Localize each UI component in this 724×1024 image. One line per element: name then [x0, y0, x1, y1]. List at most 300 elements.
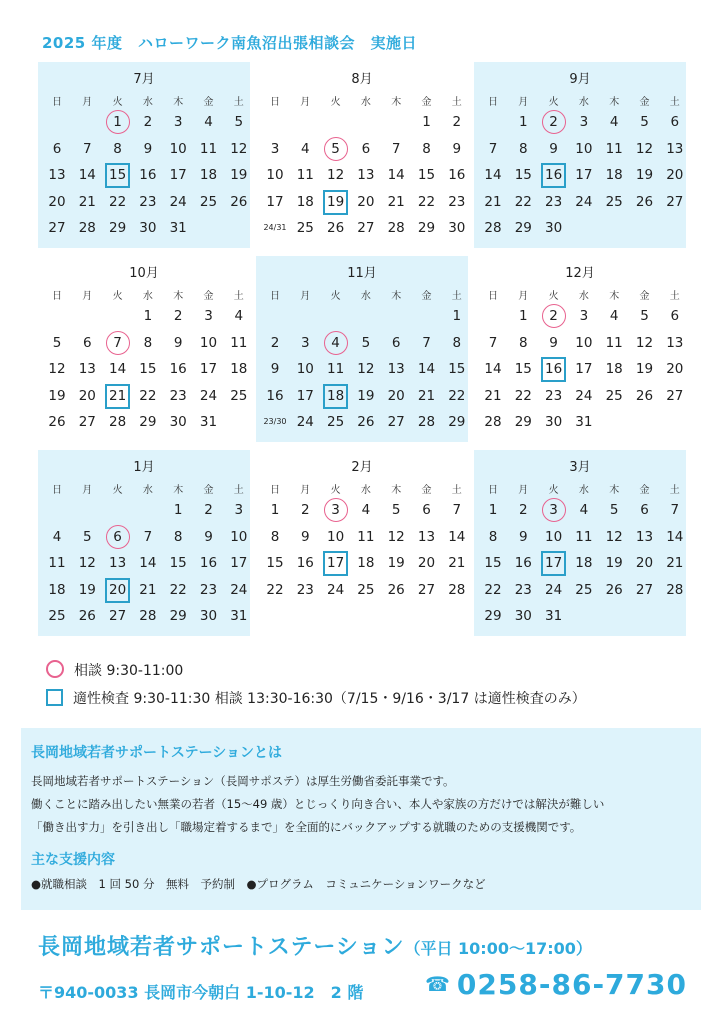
calendar-day: 14	[666, 528, 684, 545]
calendar-day: 9	[204, 528, 213, 545]
calendar-day: 21	[103, 383, 133, 409]
weekday-label: 木	[609, 97, 620, 108]
calendar-day: 7	[103, 330, 133, 356]
calendar-day: 22	[417, 193, 436, 210]
weekday-label: 木	[609, 485, 620, 496]
calendar-day: 23	[169, 387, 187, 404]
calendar-day: 30	[545, 220, 563, 236]
calendar-day: 7	[452, 502, 462, 518]
calendar-day: 30	[139, 220, 157, 236]
calendar-day: 3	[270, 140, 280, 157]
calendar-day: 25	[357, 581, 375, 598]
calendar-day: 2	[519, 502, 528, 518]
calendar-day: 28	[484, 414, 502, 430]
calendar-day: 28	[666, 581, 684, 598]
calendar-day: 9	[549, 334, 558, 351]
calendar-day: 27	[109, 608, 127, 624]
weekday-label: 日	[488, 291, 498, 302]
calendar-day: 7	[488, 334, 498, 351]
calendar-day: 21	[139, 581, 157, 598]
calendar-day: 26	[78, 608, 96, 624]
calendar-day: 12	[635, 334, 654, 351]
calendar-day: 9	[270, 361, 280, 377]
calendar-day: 9	[173, 334, 183, 351]
calendar-day: 29	[484, 608, 502, 624]
calendar-day: 30	[199, 608, 218, 624]
weekday-label: 月	[518, 97, 529, 108]
calendar-day: 13	[666, 334, 684, 351]
calendar-day: 6	[640, 502, 649, 518]
calendar-day: 4	[204, 114, 213, 130]
calendar-day: 24	[230, 581, 248, 598]
calendar-day: 27	[417, 581, 436, 598]
calendar-day: 5	[609, 502, 619, 518]
calendar-day: 19	[387, 555, 405, 571]
calendar-day: 5	[234, 114, 244, 130]
calendar-day: 13	[357, 167, 375, 183]
calendar-day: 11	[605, 334, 623, 351]
calendar-day: 29	[448, 414, 466, 430]
calendar-day: 17	[539, 550, 569, 576]
calendar-day: 16	[514, 555, 532, 571]
calendar-day: 2	[452, 114, 462, 130]
weekday-label: 水	[578, 291, 589, 302]
calendar-day: 20	[417, 555, 436, 571]
calendar-day: 14	[139, 555, 157, 571]
org-name-text: 長岡地域若者サポートステーション	[38, 935, 405, 960]
calendar-day: 26	[387, 581, 405, 598]
calendar-day: 5	[640, 308, 649, 324]
calendar-day: 16	[296, 555, 314, 571]
calendar-day: 4	[361, 502, 371, 518]
calendar-day: 20	[48, 193, 66, 210]
calendar-day: 13	[635, 528, 654, 545]
weekday-label: 日	[270, 485, 280, 496]
calendar-day: 21	[666, 555, 684, 571]
calendar-day: 8	[488, 528, 498, 545]
weekday-label: 月	[300, 291, 311, 302]
calendar-day: 12	[230, 140, 248, 157]
calendar-day: 13	[387, 361, 405, 377]
calendar-day: 10	[575, 140, 593, 157]
calendar-day: 3	[173, 114, 183, 130]
calendar-day: 25	[230, 387, 248, 404]
calendar-day: 6	[361, 140, 371, 157]
calendar-day: 6	[52, 140, 62, 157]
calendar-day: 10	[266, 167, 284, 183]
calendar-day: 20	[387, 387, 405, 404]
calendar-day: 13	[666, 140, 684, 157]
calendar-day: 19	[635, 361, 654, 377]
weekday-label: 火	[330, 291, 341, 302]
calendar-day: 26	[635, 387, 654, 404]
calendar-day: 8	[519, 140, 528, 157]
calendar-day: 2	[301, 502, 310, 518]
month-calendar	[474, 450, 686, 636]
calendar-day: 27	[78, 414, 96, 430]
calendar-day: 5	[321, 136, 351, 162]
calendar-day: 19	[605, 555, 623, 571]
calendar-day: 30	[514, 608, 532, 624]
calendar-day: 31	[575, 414, 593, 430]
calendar-day: 4	[301, 140, 310, 157]
weekday-label: 金	[203, 485, 214, 496]
calendar-day: 6	[83, 334, 92, 351]
calendar-day: 23	[139, 193, 157, 210]
calendar-day: 1	[488, 502, 498, 518]
calendar-day: 16	[539, 356, 569, 382]
calendar-day: 8	[452, 334, 462, 351]
weekday-label: 金	[639, 97, 650, 108]
calendar-day: 23	[296, 581, 314, 598]
calendar-day: 15	[266, 555, 284, 571]
weekday-label: 土	[233, 291, 244, 302]
weekday-label: 金	[639, 291, 650, 302]
weekday-label: 土	[233, 97, 244, 108]
calendar-day: 25	[327, 414, 345, 430]
calendar-day: 23	[545, 193, 563, 210]
calendar-day: 19	[230, 167, 248, 183]
month-calendar	[38, 450, 250, 636]
calendar-day: 8	[519, 334, 528, 351]
calendar-day: 3	[321, 497, 351, 523]
calendar-day: 7	[83, 140, 92, 157]
calendar-day: 5	[391, 502, 401, 518]
calendar-day: 4	[609, 114, 619, 130]
calendar-day: 21	[484, 387, 502, 404]
weekday-label: 土	[451, 485, 462, 496]
calendar-day: 31	[199, 414, 218, 430]
calendar-day: 15	[448, 361, 466, 377]
calendar-day: 21	[448, 555, 466, 571]
weekday-label: 日	[270, 97, 280, 108]
weekday-label: 火	[112, 485, 123, 496]
calendar-day: 11	[296, 167, 314, 183]
info-panel	[21, 728, 701, 910]
calendar-day: 29	[514, 414, 532, 430]
calendar-day: 8	[173, 528, 183, 545]
calendar-day: 6	[422, 502, 431, 518]
calendar-day: 17	[575, 167, 593, 183]
calendar-day: 28	[387, 220, 405, 236]
calendar-day: 29	[139, 414, 157, 430]
calendar-day: 27	[48, 220, 66, 236]
calendar-day: 16	[448, 167, 466, 183]
calendar-day: 28	[484, 220, 502, 236]
calendar-day: 30	[545, 414, 563, 430]
calendar-day: 18	[48, 581, 66, 598]
calendar-day: 7	[422, 334, 431, 351]
calendar-day: 14	[484, 361, 502, 377]
calendar-day: 14	[109, 361, 127, 377]
weekday-label: 土	[451, 291, 462, 302]
calendar-day: 1	[270, 502, 280, 518]
weekday-label: 月	[300, 97, 311, 108]
support-line: ●就職相談 1 回 50 分 無料 予約制 ●プログラム コミュニケーションワークなど	[31, 877, 486, 891]
calendar-day: 18	[605, 361, 623, 377]
calendar-day: 18	[230, 361, 248, 377]
calendar-day: 7	[391, 140, 401, 157]
weekday-label: 土	[233, 485, 244, 496]
weekday-label: 水	[578, 485, 589, 496]
calendar-day: 1	[519, 114, 528, 130]
calendar-day: 15	[514, 361, 532, 377]
calendar-day: 7	[143, 528, 153, 545]
calendar-day: 15	[484, 555, 502, 571]
month-name: 7月	[133, 72, 155, 87]
calendar-day: 2	[539, 303, 569, 329]
phone-icon: ☎	[425, 972, 451, 996]
calendar-day: 22	[484, 581, 502, 598]
calendar-day: 8	[422, 140, 431, 157]
calendar-day: 29	[169, 608, 187, 624]
circle-marker-icon	[46, 660, 64, 678]
calendar-day: 24	[199, 387, 218, 404]
weekday-label: 火	[330, 97, 341, 108]
month-calendar	[474, 256, 686, 442]
info-heading: 長岡地域若者サポートステーションとは	[31, 745, 283, 761]
calendar-day: 15	[417, 167, 436, 183]
weekday-label: 火	[330, 485, 341, 496]
weekday-label: 金	[203, 291, 214, 302]
calendar-day: 2	[143, 114, 153, 130]
calendar-day: 18	[357, 555, 375, 571]
calendar-day: 29	[417, 220, 436, 236]
calendar-day: 12	[605, 528, 623, 545]
calendar-day: 21	[387, 193, 405, 210]
calendar-day: 20	[103, 577, 133, 603]
calendar-day: 18	[296, 193, 314, 210]
calendar-day: 19	[321, 189, 351, 215]
calendar-day: 20	[357, 193, 375, 210]
calendar-day: 28	[139, 608, 157, 624]
calendar-day: 14	[78, 167, 96, 183]
month-calendar	[38, 256, 250, 442]
calendar-day: 28	[417, 414, 436, 430]
calendar-day: 21	[78, 193, 96, 210]
weekday-label: 月	[82, 97, 93, 108]
calendar-day: 28	[109, 414, 127, 430]
weekday-label: 月	[300, 485, 311, 496]
calendar-day: 29	[109, 220, 127, 236]
calendar-day: 10	[296, 361, 314, 377]
calendar-day: 7	[488, 140, 498, 157]
month-calendar	[256, 450, 468, 636]
calendar-day: 4	[234, 308, 244, 324]
weekday-label: 月	[82, 291, 93, 302]
calendar-day: 10	[545, 528, 563, 545]
calendar-day: 4	[579, 502, 589, 518]
weekday-label: 日	[52, 291, 62, 302]
legend-consultation-text: 相談 9:30-11:00	[74, 663, 184, 679]
calendar-day: 18	[199, 167, 218, 183]
weekday-label: 日	[488, 97, 498, 108]
weekday-label: 金	[421, 485, 432, 496]
weekday-label: 水	[142, 97, 153, 108]
calendar-day: 15	[103, 162, 133, 188]
calendar-day: 24	[575, 193, 593, 210]
calendar-day: 9	[549, 140, 558, 157]
calendar-day: 19	[635, 167, 654, 183]
calendar-day: 4	[321, 330, 351, 356]
calendar-day: 13	[417, 528, 436, 545]
weekday-label: 火	[112, 291, 123, 302]
calendar-day: 9	[143, 140, 153, 157]
weekday-label: 月	[518, 485, 529, 496]
calendar-day: 11	[605, 140, 623, 157]
calendar-day: 19	[48, 387, 66, 404]
calendar-day: 21	[484, 193, 502, 210]
calendar-day: 26	[230, 193, 248, 210]
address: 〒940-0033 長岡市今朝白 1-10-12 2 階	[38, 983, 364, 1002]
org-name	[38, 930, 592, 961]
calendar-day: 17	[230, 555, 248, 571]
weekday-label: 木	[173, 97, 184, 108]
calendar-day: 31	[545, 608, 563, 624]
calendar-day: 10	[575, 334, 593, 351]
support-heading: 主な支援内容	[31, 852, 115, 868]
calendar-day: 25	[296, 220, 314, 236]
calendar-day: 12	[48, 361, 66, 377]
legend-aptitude	[46, 688, 586, 708]
calendar-day: 30	[448, 220, 466, 236]
calendar-day: 11	[575, 528, 593, 545]
calendar-day: 3	[579, 114, 589, 130]
calendar-day: 14	[417, 361, 436, 377]
weekday-label: 木	[173, 291, 184, 302]
weekday-label: 水	[578, 97, 589, 108]
calendar-day: 27	[666, 193, 684, 210]
calendar-day: 11	[199, 140, 218, 157]
calendar-day: 13	[109, 555, 127, 571]
phone-number	[425, 968, 687, 1001]
calendar-day: 8	[113, 140, 122, 157]
legend-consultation	[46, 660, 183, 680]
calendar-day: 25	[199, 193, 218, 210]
calendar-day: 20	[666, 361, 684, 377]
calendar-day: 9	[301, 528, 310, 545]
calendar-day: 8	[143, 334, 153, 351]
calendar-day: 27	[635, 581, 654, 598]
calendar-day: 6	[391, 334, 401, 351]
calendar-day: 18	[321, 383, 351, 409]
weekday-label: 火	[112, 97, 123, 108]
calendar-day: 17	[321, 550, 351, 576]
calendar-day: 8	[270, 528, 280, 545]
calendar-day: 26	[48, 414, 66, 430]
month-name: 1月	[133, 460, 155, 475]
calendar-day: 13	[48, 167, 66, 183]
calendar-day: 3	[204, 308, 213, 324]
calendar-day: 1	[452, 308, 462, 324]
calendar-day: 17	[169, 167, 187, 183]
calendar-day: 14	[448, 528, 466, 545]
info-line: 働くことに踏み出したい無業の若者（15〜49 歳）とじっくり向き合い、本人や家族の方だけでは解決が難しい	[31, 797, 605, 811]
weekday-label: 土	[669, 97, 680, 108]
calendar-day: 5	[640, 114, 649, 130]
calendar-day: 30	[169, 414, 187, 430]
calendar-day: 1	[519, 308, 528, 324]
calendar-day: 17	[296, 387, 314, 404]
month-name: 9月	[569, 72, 591, 87]
calendar-day: 13	[78, 361, 96, 377]
calendar-day: 6	[670, 114, 680, 130]
weekday-label: 土	[669, 485, 680, 496]
month-name: 12月	[565, 266, 595, 281]
calendar-day: 6	[103, 524, 133, 550]
weekday-label: 月	[518, 291, 529, 302]
calendar-day: 1	[143, 308, 153, 324]
weekday-label: 火	[548, 485, 559, 496]
calendar-day: 12	[357, 361, 375, 377]
calendar-day: 5	[83, 528, 92, 545]
weekday-label: 水	[142, 485, 153, 496]
calendar-day: 2	[270, 334, 280, 351]
calendar-day: 22	[169, 581, 187, 598]
weekday-label: 土	[451, 97, 462, 108]
calendar-day: 16	[539, 162, 569, 188]
weekday-label: 金	[639, 485, 650, 496]
calendar-day: 23	[448, 193, 466, 210]
phone-number-text: 0258-86-7730	[456, 968, 687, 1001]
calendar-day: 18	[605, 167, 623, 183]
month-calendar	[256, 256, 468, 442]
month-name: 10月	[129, 266, 159, 281]
calendar-day: 9	[519, 528, 528, 545]
info-line: 長岡地域若者サポートステーション（長岡サポステ）は厚生労働省委託事業です。	[31, 774, 455, 788]
calendar-day: 15	[169, 555, 187, 571]
calendar-day: 2	[173, 308, 183, 324]
square-marker-icon	[46, 689, 63, 706]
calendar-day: 11	[48, 555, 66, 571]
calendar-day: 3	[539, 497, 569, 523]
calendar-day: 12	[78, 555, 96, 571]
weekday-label: 水	[360, 97, 371, 108]
calendar-day: 24	[296, 414, 314, 430]
calendar-day: 26	[605, 581, 623, 598]
calendar-day: 17	[266, 193, 284, 210]
calendar-day: 14	[387, 167, 405, 183]
calendar-day: 16	[199, 555, 218, 571]
month-calendar	[38, 62, 250, 248]
calendar-day: 20	[666, 167, 684, 183]
calendar-day: 14	[484, 167, 502, 183]
calendar-day: 31	[230, 608, 248, 624]
calendar-day: 12	[387, 528, 405, 545]
calendar-day: 9	[452, 140, 462, 157]
calendar-day: 4	[52, 528, 62, 545]
page-title: 2025 年度 ハローワーク南魚沼出張相談会 実施日	[42, 34, 417, 52]
calendar-day: 21	[417, 387, 436, 404]
calendar-day: 25	[605, 193, 623, 210]
calendar-day: 26	[635, 193, 654, 210]
calendar-day: 22	[266, 581, 284, 598]
calendar-day: 10	[199, 334, 218, 351]
weekday-label: 金	[421, 97, 432, 108]
calendar-day: 17	[199, 361, 218, 377]
weekday-label: 水	[360, 291, 371, 302]
calendar-day: 31	[169, 220, 187, 236]
calendar-day: 27	[387, 414, 405, 430]
calendar-day: 24	[545, 581, 563, 598]
calendar-day: 24	[575, 387, 593, 404]
legend-aptitude-text: 適性検査 9:30-11:30 相談 13:30-16:30（7/15・9/16・3/17 は適性検査のみ）	[73, 691, 586, 707]
calendar-day: 24	[169, 193, 187, 210]
weekday-label: 日	[52, 485, 62, 496]
weekday-label: 木	[391, 97, 402, 108]
calendar-day: 25	[605, 387, 623, 404]
weekday-label: 木	[391, 485, 402, 496]
